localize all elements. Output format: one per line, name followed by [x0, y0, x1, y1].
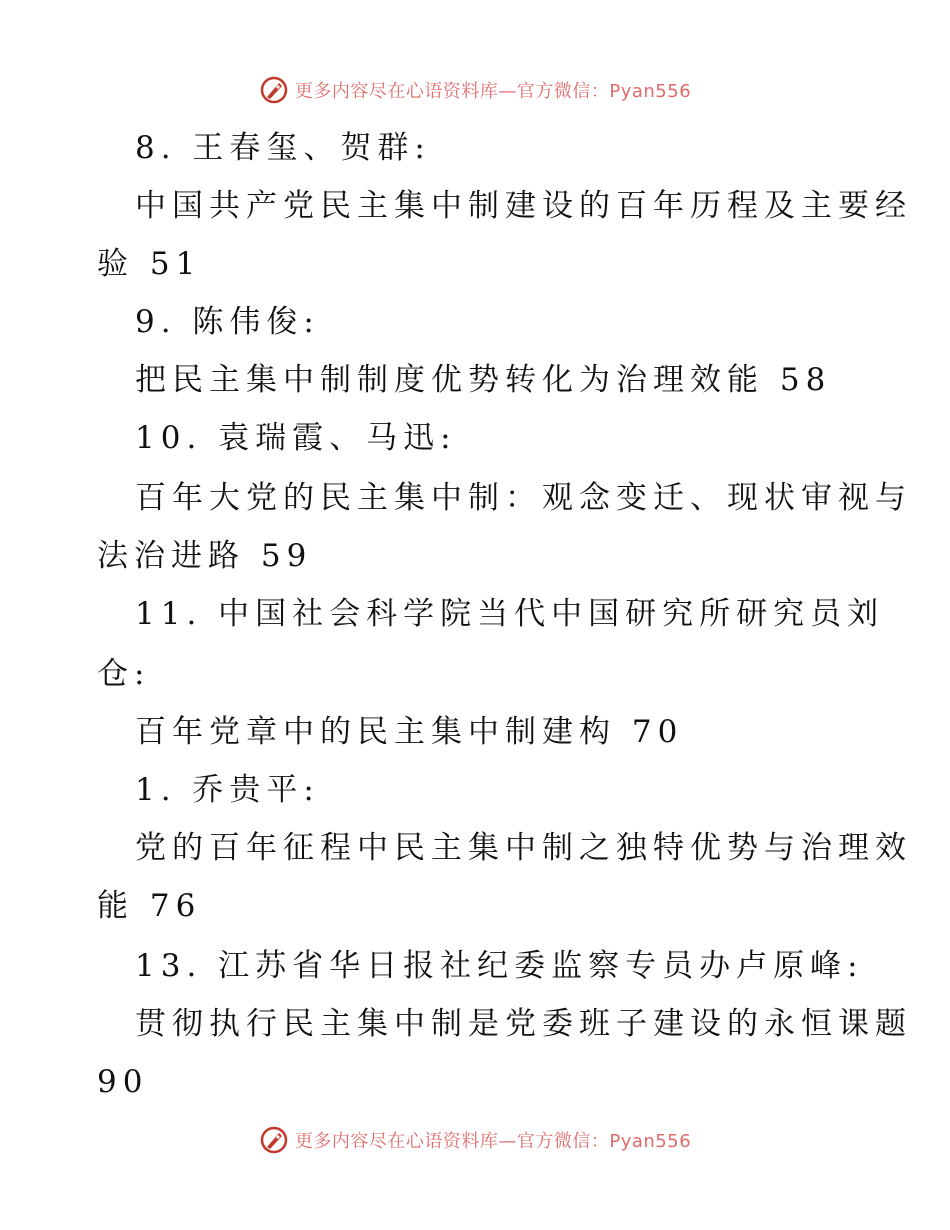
watermark-text: 更多内容尽在心语资料库—官方微信：Pyan556 — [294, 1131, 692, 1152]
toc-entry-title: 党的百年征程中民主集中制之独特优势与治理效 — [135, 830, 912, 866]
toc-entry-title: 中国共产党民主集中制建设的百年历程及主要经 — [135, 188, 912, 224]
toc-entry-title: 贯彻执行民主集中制是党委班子建设的永恒课题 — [135, 1006, 912, 1042]
toc-entry-title: 百年党章中的民主集中制建构 70 — [135, 714, 684, 750]
pen-nib-logo-icon — [259, 75, 289, 105]
toc-entry-title: 百年大党的民主集中制：观念变迁、现状审视与 — [135, 480, 912, 516]
toc-entry-author: 11. 中国社会科学院当代中国研究所研究员刘 — [135, 596, 885, 632]
toc-entry-title: 把民主集中制制度优势转化为治理效能 58 — [135, 362, 832, 398]
toc-entry-author: 10. 袁瑞霞、马迅: — [135, 420, 457, 456]
watermark-banner-bottom — [0, 1120, 950, 1160]
toc-entry-author: 13. 江苏省华日报社纪委监察专员办卢原峰: — [135, 948, 864, 984]
watermark-banner-top — [0, 70, 950, 110]
toc-entry-author: 1. 乔贵平: — [135, 772, 320, 808]
toc-entry-author: 9. 陈伟俊: — [135, 304, 320, 340]
watermark-text: 更多内容尽在心语资料库—官方微信：Pyan556 — [294, 81, 692, 102]
pen-nib-logo-icon — [259, 1125, 289, 1155]
toc-entry-title-cont: 90 — [97, 1064, 149, 1100]
toc-entry-title-cont: 验 51 — [97, 246, 202, 282]
toc-entry-title-cont: 法治进路 59 — [97, 538, 313, 574]
toc-entry-author: 8. 王春玺、贺群: — [135, 130, 431, 166]
toc-entry-author-cont: 仓: — [97, 656, 151, 692]
toc-entry-title-cont: 能 76 — [97, 888, 202, 924]
